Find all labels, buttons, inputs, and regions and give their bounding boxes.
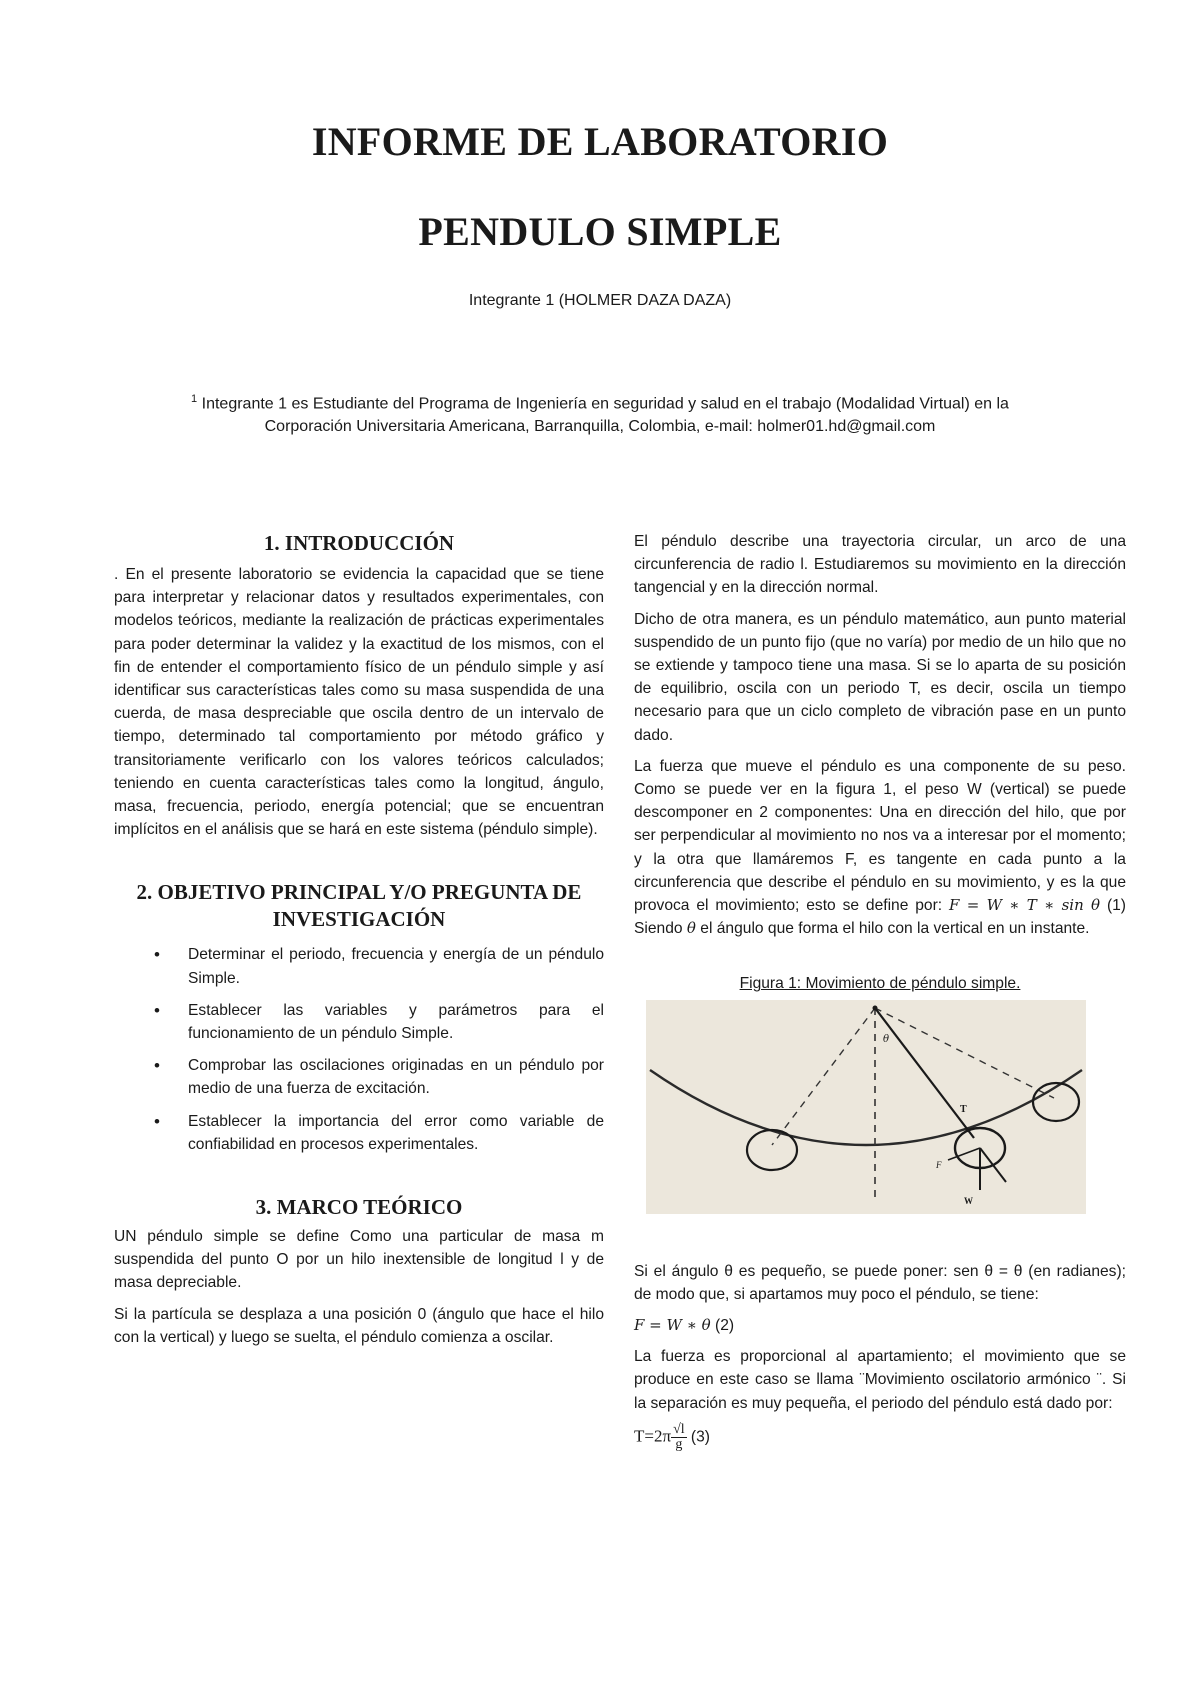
right-paragraph-3 <box>634 755 1126 941</box>
list-item: • Establecer la importancia del error como variable de confiabilidad en procesos experimentales. <box>188 1110 604 1156</box>
theta-symbol: θ <box>686 919 696 938</box>
force-label: F <box>936 1159 942 1170</box>
objectives-heading: 2. OBJETIVO PRINCIPAL Y/O PREGUNTA DE INVESTIGACIÓN <box>136 880 582 932</box>
intro-heading: 1. INTRODUCCIÓN <box>263 531 455 555</box>
equation-2-line <box>634 1314 1126 1337</box>
right-paragraph-5: La fuerza es proporcional al apartamiento; el movimiento que se produce en este caso se llama ¨Movimiento oscilatorio armónico ¨. Si la separación es muy pequeña, el periodo del péndulo está dado por: <box>634 1348 1126 1412</box>
list-item: • Determinar el periodo, frecuencia y energía de un péndulo Simple. <box>188 943 604 989</box>
equation-1: F = W ∗ T ∗ sin θ <box>949 896 1101 915</box>
right-paragraph-1: El péndulo describe una trayectoria circular, un arco de una circunferencia de radio l. Estudiaremos su movimiento en la dirección tangencial y en la dirección normal. <box>634 533 1126 597</box>
figure-caption: Figura 1: Movimiento de péndulo simple. <box>739 975 1021 993</box>
force-description: La fuerza que mueve el péndulo es una componente de su peso. Como se puede ver en la figura 1, el peso W (vertical) se puede descomponer en 2 componentes: Una en dirección del hilo, que por ser perpendicular al movimiento no nos va a interesar por el momento; y la otra que llamáremos F, es tangente en cada punto a la circunferencia que describe el péndulo en su movimiento, y es la que provoca el movimiento; esto se define por: <box>634 757 1126 915</box>
right-paragraph-4: Si el ángulo θ es pequeño, se puede poner: sen θ = θ (en radianes); de modo que, si apartamos muy poco el péndulo, se tiene: <box>634 1262 1126 1303</box>
list-item: • Establecer las variables y parámetros para el funcionamiento de un péndulo Simple. <box>188 999 604 1045</box>
theory-heading: 3. MARCO TEÓRICO <box>255 1195 463 1220</box>
equation-3-numerator: √l <box>673 1421 685 1437</box>
pendulum-figure <box>646 1000 1086 1214</box>
list-item: • Comprobar las oscilaciones originadas en un péndulo por medio de una fuerza de excitación. <box>188 1054 604 1100</box>
affiliation-mark: 1 <box>191 393 198 405</box>
equation-2: F = W ∗ θ <box>634 1316 711 1335</box>
equation-2-label: (2) <box>715 1317 735 1335</box>
left-column <box>114 530 604 1357</box>
affiliation-line-1: Integrante 1 es Estudiante del Programa de Ingeniería en seguridad y salud en el trabajo (Modalidad Virtual) en la <box>201 395 1009 413</box>
right-paragraph-2: Dicho de otra manera, es un péndulo matemático, aun punto material suspendido de un punto fijo (que no varía) por medio de un hilo que no se extiende y tampoco tiene una masa. Si se lo aparta de su posición de equilibrio, oscila con un periodo T, es decir, oscila un tiempo necesario para que un ciclo completo de vibración pase en un punto dado. <box>634 610 1126 744</box>
equation-3-line <box>634 1423 1126 1452</box>
affiliation-line-2: Corporación Universitaria Americana, Barranquilla, Colombia, e-mail: holmer01.hd@gmail.com <box>264 418 936 436</box>
theory-paragraph-2: Si la partícula se desplaza a una posición 0 (ángulo que hace el hilo con la vertical) y luego se suelta, el péndulo comienza a oscilar. <box>114 1305 604 1346</box>
intro-paragraph: . En el presente laboratorio se evidencia la capacidad que se tiene para interpretar y relacionar datos y resultados experimentales, con modelos teóricos, mediante la realización de prácticas experimentales para poder determinar la validez y la exactitud de los mismos, con el fin de entender el comportamiento físico de un péndulo simple y así identificar sus características tales como su masa suspendida de una cuerda, de masa despreciable que oscila dentro de un intervalo de tiempo, determinado tal comportamiento por método gráfico y transitoriamente verificarlo con los valores teóricos calculados; teniendo en cuenta características tales como la longitud, ángulo, masa, frecuencia, periodo, energía potencial; que se encuentran implícitos en el análisis que se hará en este sistema (péndulo simple). <box>114 566 604 839</box>
affiliation <box>150 388 1050 438</box>
pivot-point <box>873 1005 878 1010</box>
equation-3-fraction <box>671 1423 687 1452</box>
equation-1-label: (1) Siendo <box>634 897 1126 938</box>
right-column <box>634 530 1126 1460</box>
document-subtitle: PENDULO SIMPLE <box>418 209 782 254</box>
theory-paragraph-1: UN péndulo simple se define Como una particular de masa m suspendida del punto O por un hilo inextensible de longitud l y de masa depreciable. <box>114 1228 604 1292</box>
theta-label: θ <box>883 1033 890 1045</box>
weight-label: W <box>964 1195 973 1206</box>
tension-label: T <box>960 1103 967 1115</box>
objectives-list <box>114 943 604 1156</box>
theta-description: el ángulo que forma el hilo con la vertical en un instante. <box>700 920 1090 938</box>
equation-3-lhs: T=2π <box>634 1426 672 1446</box>
equation-3-denominator: g <box>675 1436 683 1452</box>
author-line: Integrante 1 (HOLMER DAZA DAZA) <box>468 292 732 309</box>
document-title: INFORME DE LABORATORIO <box>311 119 889 164</box>
equation-3-label: (3) <box>690 1428 710 1446</box>
